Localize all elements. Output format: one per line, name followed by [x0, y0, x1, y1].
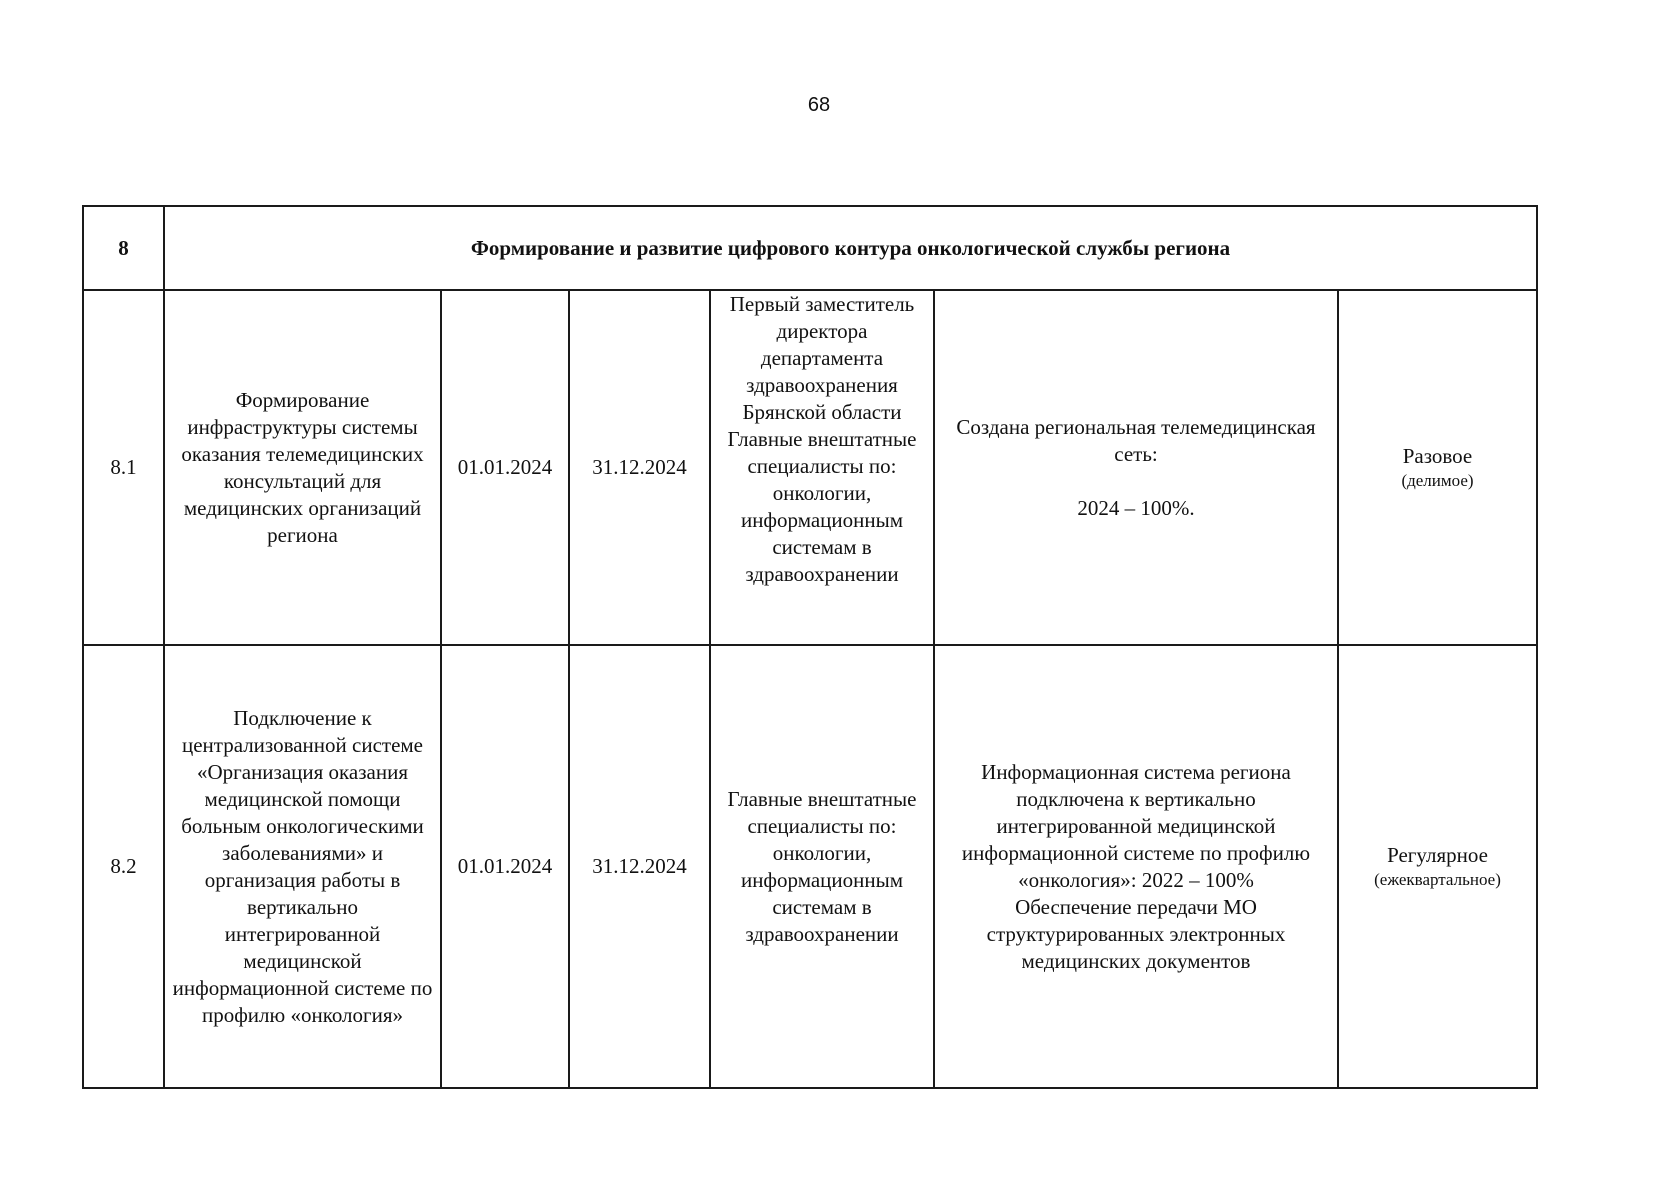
row-result-line1: Создана региональная телемедицинская сеть: [956, 414, 1316, 466]
row-type [1338, 645, 1537, 1088]
row-type-main: Разовое [1402, 444, 1473, 468]
row-number: 8.2 [83, 645, 164, 1088]
row-result-line1: Информационная система региона подключена к вертикально интегрированной медицинской информационной системе по профилю «онкология»: 2022 – 100% [961, 759, 1311, 892]
row-responsible: Первый заместитель директора департамента здравоохранения Брянской области Главные внештатные специалисты по: онкологии, информационным системам в здравоохранении [710, 290, 934, 645]
row-result [934, 290, 1338, 645]
section-number: 8 [83, 206, 164, 290]
row-number: 8.1 [83, 290, 164, 645]
page-number: 68 [807, 94, 831, 116]
plan-table [82, 205, 1538, 1089]
row-start-date: 01.01.2024 [441, 290, 569, 645]
row-end-date: 31.12.2024 [569, 290, 710, 645]
row-type-sub: (делимое) [1401, 471, 1474, 490]
section-title: Формирование и развитие цифрового контура онкологической службы региона [164, 206, 1537, 290]
row-name: Подключение к централизованной системе «Организация оказания медицинской помощи больным онкологическими заболеваниями» и организация работы в вертикально интегрированной медицинской информационной системе по профилю «онкология» [164, 645, 441, 1088]
section-header-row [83, 206, 1537, 290]
row-result-line2: Обеспечение передачи МО структурированных электронных медицинских документов [986, 894, 1286, 973]
row-result-line2: 2024 – 100%. [1077, 495, 1195, 520]
row-name: Формирование инфраструктуры системы оказания телемедицинских консультаций для медицинских организаций региона [164, 290, 441, 645]
row-type-sub: (ежеквартальное) [1374, 870, 1501, 889]
table-row [83, 645, 1537, 1088]
row-result [934, 645, 1338, 1088]
row-start-date: 01.01.2024 [441, 645, 569, 1088]
row-type [1338, 290, 1537, 645]
table-row [83, 290, 1537, 645]
row-end-date: 31.12.2024 [569, 645, 710, 1088]
row-responsible: Главные внештатные специалисты по: онкологии, информационным системам в здравоохранении [710, 645, 934, 1088]
row-type-main: Регулярное [1387, 843, 1488, 867]
